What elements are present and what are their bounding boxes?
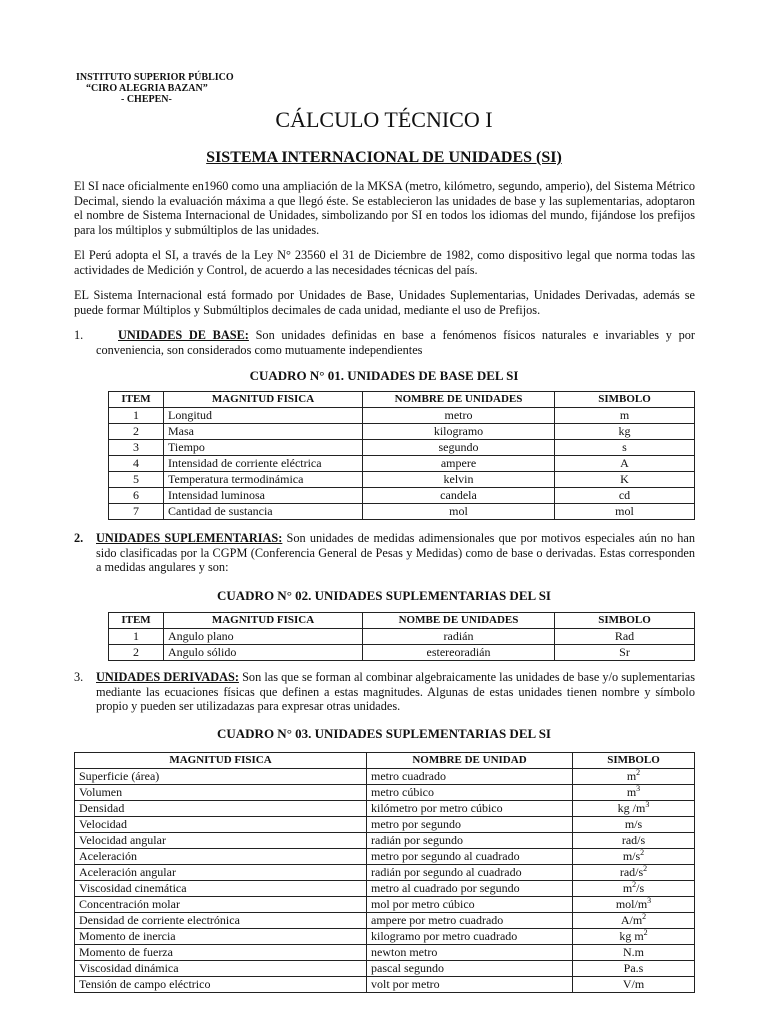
section-text: Son unidades de medidas adimensionales que por motivos especiales aún no han sido clasificadas por la CGPM (Conferencia General de Pesas y Medidas) como de base o derivadas. Estas corresponden a medidas angulares y son: (96, 531, 696, 574)
symbol-base: m (626, 769, 637, 783)
table-header-row (75, 753, 695, 769)
symbol-exponent: 2 (636, 768, 641, 777)
item-cell: 2 (109, 424, 164, 440)
institute-header (76, 72, 234, 105)
col-header: MAGNITUD FISICA (75, 753, 367, 769)
section-number: 1. (74, 328, 84, 342)
symbol-base: Pa.s (623, 961, 644, 975)
col-header: MAGNITUD FISICA (164, 613, 363, 629)
intro-paragraph-3: EL Sistema Internacional está formado por Unidades de Base, Unidades Suplementarias, Unidades Derivadas, además se puede formar Múltiplos y Submúltiplos decimales de cada unidad, mediante el uso de Prefijos. (74, 288, 695, 317)
symbol-cell (573, 929, 695, 945)
symbol-base: A/m (620, 913, 643, 927)
item-cell: 6 (109, 488, 164, 504)
col-header: MAGNITUD FISICA (164, 392, 363, 408)
derived-units-table (74, 752, 695, 993)
magnitude-cell: Cantidad de sustancia (164, 504, 363, 520)
magnitude-cell: Momento de fuerza (75, 945, 367, 961)
intro-paragraph-1: El SI nace oficialmente en1960 como una ampliación de la MKSA (metro, kilómetro, segundo, amperio), del Sistema Métrico Decimal, siendo la evaluación máxima a que llegó éste. Se establecieron las unidades de base y las suplementarias, adoptaron el nombre de Sistema Internacional de Unidades, simbolizando por SI en todos los idiomas del mundo, fijándose los prefijos para los múltiplos y submúltiplos de las unidades. (74, 179, 695, 237)
section-heading: UNIDADES DE BASE: (118, 328, 249, 342)
table-header-row (109, 392, 695, 408)
table-row (75, 817, 695, 833)
unit-name-cell: ampere por metro cuadrado (367, 913, 573, 929)
table-row (109, 504, 695, 520)
institute-name: INSTITUTO SUPERIOR PÚBLICO (76, 72, 234, 83)
col-header: SIMBOLO (555, 392, 695, 408)
magnitude-cell: Momento de inercia (75, 929, 367, 945)
magnitude-cell: Angulo sólido (164, 645, 363, 661)
symbol-cell: s (555, 440, 695, 456)
item-cell: 2 (109, 645, 164, 661)
col-header: NOMBRE DE UNIDADES (363, 392, 555, 408)
table2-caption: CUADRO N° 02. UNIDADES SUPLEMENTARIAS DEL SI (217, 588, 551, 603)
unit-name-cell: metro cúbico (367, 785, 573, 801)
unit-name-cell: segundo (363, 440, 555, 456)
symbol-cell: K (555, 472, 695, 488)
section-text: Son las que se forman al combinar algebraicamente las unidades de base y/o suplementarias mediante las ecuaciones físicas que definen a estas magnitudes. Algunas de estas unidades tienen nombre y símbolo propio y pueden ser utilizadazas para expresar otras unidades. (96, 670, 696, 713)
col-header: SIMBOLO (555, 613, 695, 629)
magnitude-cell: Intensidad de corriente eléctrica (164, 456, 363, 472)
table-row (75, 897, 695, 913)
symbol-cell: m (555, 408, 695, 424)
unit-name-cell: mol por metro cúbico (367, 897, 573, 913)
page-title: CÁLCULO TÉCNICO I (275, 107, 493, 132)
unit-name-cell: radián (363, 629, 555, 645)
symbol-cell: Rad (555, 629, 695, 645)
unit-name-cell: mol (363, 504, 555, 520)
magnitude-cell: Aceleración angular (75, 865, 367, 881)
table-row (75, 961, 695, 977)
section-number: 3. (74, 670, 84, 684)
table-row (109, 645, 695, 661)
unit-name-cell: kilogramo (363, 424, 555, 440)
symbol-cell (573, 897, 695, 913)
table-row (75, 913, 695, 929)
magnitude-cell: Volumen (75, 785, 367, 801)
section-base-units (74, 328, 695, 357)
magnitude-cell: Velocidad (75, 817, 367, 833)
symbol-exponent: 2 (643, 928, 648, 937)
magnitude-cell: Densidad de corriente electrónica (75, 913, 367, 929)
table-header-row (109, 613, 695, 629)
symbol-base: rad/s (619, 865, 644, 879)
table-row (75, 865, 695, 881)
symbol-base: rad/s (621, 833, 646, 847)
unit-name-cell: candela (363, 488, 555, 504)
intro-paragraph-2: El Perú adopta el SI, a través de la Ley N° 23560 el 31 de Diciembre de 1982, como dispositivo legal que norma todas las actividades de Medición y Control, de acuerdo a las necesidades técnicas del país. (74, 248, 695, 277)
table-row (75, 881, 695, 897)
symbol-exponent: 3 (636, 784, 641, 793)
symbol-exponent: 3 (645, 800, 650, 809)
symbol-base: m/s (622, 849, 641, 863)
item-cell: 4 (109, 456, 164, 472)
unit-name-cell: radián por segundo al cuadrado (367, 865, 573, 881)
unit-name-cell: newton metro (367, 945, 573, 961)
page-subtitle: SISTEMA INTERNACIONAL DE UNIDADES (SI) (206, 149, 562, 166)
magnitude-cell: Temperatura termodinámica (164, 472, 363, 488)
table-row (109, 424, 695, 440)
magnitude-cell: Velocidad angular (75, 833, 367, 849)
symbol-cell: A (555, 456, 695, 472)
unit-name-cell: metro por segundo al cuadrado (367, 849, 573, 865)
magnitude-cell: Viscosidad dinámica (75, 961, 367, 977)
section-number: 2. (74, 531, 84, 545)
magnitude-cell: Angulo plano (164, 629, 363, 645)
table-row (75, 849, 695, 865)
table-row (75, 833, 695, 849)
section-supplementary-units (74, 531, 695, 575)
table-row (109, 440, 695, 456)
magnitude-cell: Viscosidad cinemática (75, 881, 367, 897)
symbol-cell: Sr (555, 645, 695, 661)
table-row (75, 977, 695, 993)
symbol-exponent: 2 (643, 864, 648, 873)
base-units-table (108, 391, 695, 520)
unit-name-cell: metro (363, 408, 555, 424)
col-header: ITEM (109, 392, 164, 408)
section-derived-units (74, 670, 695, 714)
item-cell: 5 (109, 472, 164, 488)
symbol-cell (573, 945, 695, 961)
unit-name-cell: volt por metro (367, 977, 573, 993)
item-cell: 1 (109, 629, 164, 645)
magnitude-cell: Superficie (área) (75, 769, 367, 785)
magnitude-cell: Aceleración (75, 849, 367, 865)
symbol-cell (573, 785, 695, 801)
symbol-cell (573, 977, 695, 993)
symbol-exponent: 2 (640, 848, 645, 857)
symbol-cell (573, 817, 695, 833)
magnitude-cell: Masa (164, 424, 363, 440)
unit-name-cell: pascal segundo (367, 961, 573, 977)
symbol-base: N.m (623, 945, 644, 959)
magnitude-cell: Longitud (164, 408, 363, 424)
table-row (75, 801, 695, 817)
section-heading: UNIDADES SUPLEMENTARIAS: (96, 531, 283, 545)
table3-caption: CUADRO N° 03. UNIDADES SUPLEMENTARIAS DEL SI (217, 726, 551, 741)
unit-name-cell: metro cuadrado (367, 769, 573, 785)
symbol-exponent: 2 (632, 880, 637, 889)
supplementary-units-table (108, 612, 695, 661)
col-header: NOMBE DE UNIDADES (363, 613, 555, 629)
table-row (109, 408, 695, 424)
col-header: ITEM (109, 613, 164, 629)
table-row (75, 785, 695, 801)
magnitude-cell: Tiempo (164, 440, 363, 456)
magnitude-cell: Concentración molar (75, 897, 367, 913)
table1-caption: CUADRO N° 01. UNIDADES DE BASE DEL SI (249, 368, 519, 383)
unit-name-cell: metro por segundo (367, 817, 573, 833)
institute-city: - CHEPEN- (121, 94, 172, 105)
symbol-suffix: /s (636, 881, 645, 895)
symbol-cell: cd (555, 488, 695, 504)
section-heading: UNIDADES DERIVADAS: (96, 670, 239, 684)
table-row (109, 472, 695, 488)
symbol-cell (573, 913, 695, 929)
symbol-base: kg /m (617, 801, 646, 815)
table-row (75, 769, 695, 785)
symbol-cell (573, 833, 695, 849)
table-row (109, 488, 695, 504)
symbol-cell (573, 849, 695, 865)
unit-name-cell: metro al cuadrado por segundo (367, 881, 573, 897)
symbol-base: V/m (622, 977, 645, 991)
item-cell: 3 (109, 440, 164, 456)
unit-name-cell: radián por segundo (367, 833, 573, 849)
symbol-cell (573, 801, 695, 817)
symbol-base: kg m (619, 929, 644, 943)
symbol-cell (573, 865, 695, 881)
table-row (109, 456, 695, 472)
institute-college: “CIRO ALEGRIA BAZAN” (86, 83, 208, 94)
unit-name-cell: kilómetro por metro cúbico (367, 801, 573, 817)
col-header: SIMBOLO (573, 753, 695, 769)
symbol-base: m (622, 881, 633, 895)
symbol-cell: kg (555, 424, 695, 440)
table-row (75, 945, 695, 961)
table-row (75, 929, 695, 945)
symbol-cell (573, 769, 695, 785)
symbol-exponent: 2 (642, 912, 647, 921)
item-cell: 7 (109, 504, 164, 520)
symbol-base: mol/m (615, 897, 648, 911)
unit-name-cell: ampere (363, 456, 555, 472)
section-text: Son unidades definidas en base a fenómenos físicos naturales e invariables y por conveniencia, son considerados como mutuamente independientes (96, 328, 695, 357)
table-row (109, 629, 695, 645)
symbol-base: m/s (624, 817, 643, 831)
symbol-cell (573, 961, 695, 977)
unit-name-cell: kilogramo por metro cuadrado (367, 929, 573, 945)
symbol-exponent: 3 (647, 896, 652, 905)
unit-name-cell: estereoradián (363, 645, 555, 661)
unit-name-cell: kelvin (363, 472, 555, 488)
magnitude-cell: Tensión de campo eléctrico (75, 977, 367, 993)
symbol-base: m (626, 785, 637, 799)
col-header: NOMBRE DE UNIDAD (367, 753, 573, 769)
magnitude-cell: Intensidad luminosa (164, 488, 363, 504)
symbol-cell: mol (555, 504, 695, 520)
symbol-cell (573, 881, 695, 897)
item-cell: 1 (109, 408, 164, 424)
magnitude-cell: Densidad (75, 801, 367, 817)
